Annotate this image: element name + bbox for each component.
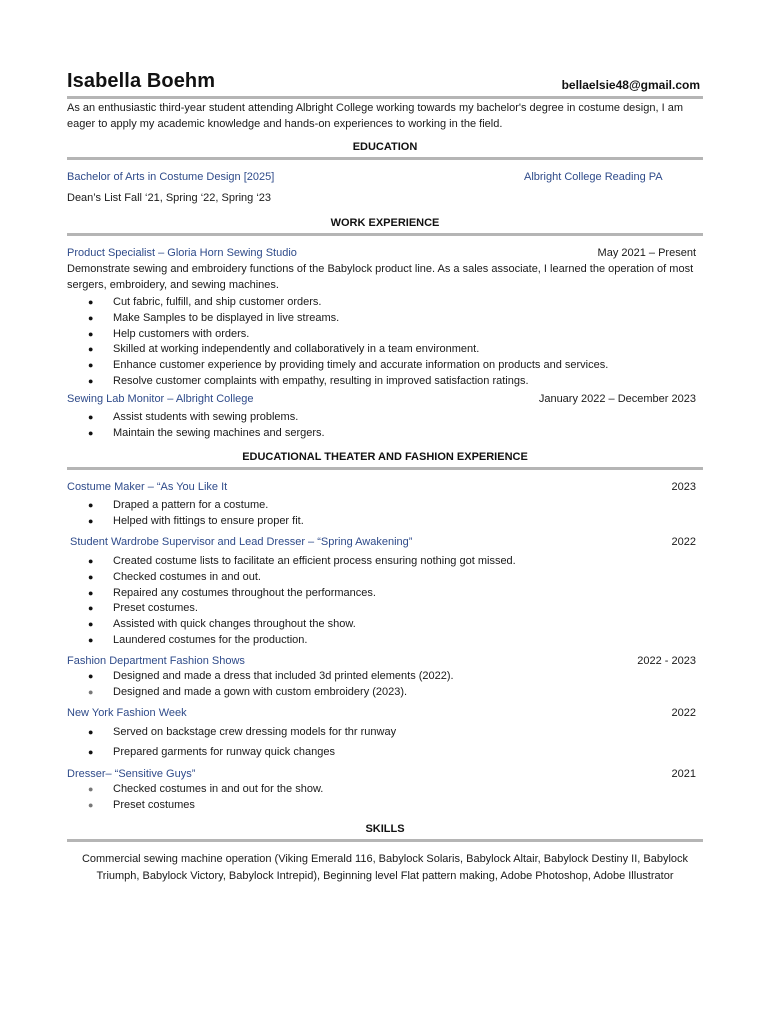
- bullet-item: ● Draped a pattern for a costume.: [88, 498, 304, 514]
- bullet-item: ● Assisted with quick changes throughout the show.: [88, 617, 516, 633]
- bullet-item: ● Helped with fittings to ensure proper fit.: [88, 514, 304, 530]
- work-divider: [67, 233, 703, 236]
- bullet-item: ● Served on backstage crew dressing models for thr runway: [88, 725, 396, 741]
- entry-dates: 2021: [671, 768, 696, 780]
- entry-dates: 2022 - 2023: [637, 655, 696, 667]
- bullet-item: ● Enhance customer experience by providing timely and accurate information on products and services.: [88, 358, 608, 374]
- bullet-item: ● Checked costumes in and out.: [88, 570, 516, 586]
- bullet-item: ● Designed and made a gown with custom embroidery (2023).: [88, 685, 454, 701]
- bullet-item: ● Checked costumes in and out for the show.: [88, 782, 323, 798]
- email-address: bellaelsie48@gmail.com: [561, 78, 700, 92]
- bullet-item: ● Designed and made a dress that included 3d printed elements (2022).: [88, 669, 454, 685]
- job-dates: January 2022 – December 2023: [538, 393, 696, 405]
- entry-bullets: [88, 669, 454, 701]
- entry-dates: 2023: [671, 481, 696, 493]
- entry-bullets: [88, 498, 304, 530]
- job-bullets: [88, 410, 325, 442]
- entry-bullets: [88, 725, 396, 761]
- school-name: Albright College Reading PA: [524, 171, 663, 183]
- entry-title: Costume Maker – “As You Like It: [67, 481, 228, 493]
- bullet-item: ● Cut fabric, fulfill, and ship customer orders.: [88, 295, 608, 311]
- bullet-item: ● Preset costumes: [88, 798, 323, 814]
- bullet-item: ● Maintain the sewing machines and sergers.: [88, 426, 325, 442]
- honors-line: Dean’s List Fall ‘21, Spring ‘22, Spring ‘23: [67, 192, 272, 204]
- entry-dates: 2022: [671, 536, 696, 548]
- bullet-item: ● Resolve customer complaints with empathy, resulting in improved satisfaction ratings.: [88, 374, 608, 390]
- bullet-item: ● Make Samples to be displayed in live streams.: [88, 311, 608, 327]
- bullet-item: ● Created costume lists to facilitate an efficient process ensuring nothing got missed.: [88, 554, 516, 570]
- header-divider: [67, 96, 703, 99]
- entry-dates: 2022: [671, 707, 696, 719]
- skills-text: Commercial sewing machine operation (Viking Emerald 116, Babylock Solaris, Babylock Altair, Babylock Destiny II, Babylock Triumph, Babylock Victory, Babylock Intrepid), Beginning level Flat pattern making, Adobe Photoshop, Adobe Illustrator: [81, 853, 689, 882]
- job-dates: May 2021 – Present: [597, 247, 696, 259]
- entry-title: New York Fashion Week: [67, 707, 187, 719]
- education-heading: EDUCATION: [352, 141, 418, 153]
- entry-title: Fashion Department Fashion Shows: [67, 655, 245, 667]
- job-bullets: [88, 295, 608, 390]
- bullet-item: ● Repaired any costumes throughout the performances.: [88, 586, 516, 602]
- degree-title: Bachelor of Arts in Costume Design [2025]: [67, 171, 275, 183]
- entry-title: Student Wardrobe Supervisor and Lead Dresser – “Spring Awakening”: [70, 536, 413, 548]
- entry-title: Dresser– “Sensitive Guys”: [67, 768, 196, 780]
- job-description: Demonstrate sewing and embroidery functions of the Babylock product line. As a sales associate, I learned the operation of most sergers, embroidery, and sewing machines.: [67, 263, 694, 291]
- bullet-item: ● Laundered costumes for the production.: [88, 633, 516, 649]
- work-heading: WORK EXPERIENCE: [330, 217, 440, 229]
- bullet-item: ● Preset costumes.: [88, 601, 516, 617]
- entry-bullets: [88, 554, 516, 649]
- bullet-item: ● Assist students with sewing problems.: [88, 410, 325, 426]
- job-title: Sewing Lab Monitor – Albright College: [67, 393, 254, 405]
- theater-heading: EDUCATIONAL THEATER AND FASHION EXPERIENCE: [242, 451, 528, 463]
- skills-divider: [67, 839, 703, 842]
- summary-paragraph: As an enthusiastic third-year student attending Albright College working towards my bachelor's degree in costume design, I am eager to apply my academic knowledge and hands-on experiences to working in the field.: [67, 102, 683, 130]
- bullet-item: ● Skilled at working independently and collaboratively in a team environment.: [88, 342, 608, 358]
- skills-heading: SKILLS: [365, 823, 405, 835]
- entry-bullets: [88, 782, 323, 814]
- theater-divider: [67, 467, 703, 470]
- job-title: Product Specialist – Gloria Horn Sewing Studio: [67, 247, 297, 259]
- bullet-item: ● Prepared garments for runway quick changes: [88, 745, 396, 761]
- bullet-item: ● Help customers with orders.: [88, 327, 608, 343]
- resume-name: Isabella Boehm: [67, 70, 216, 92]
- education-divider: [67, 157, 703, 160]
